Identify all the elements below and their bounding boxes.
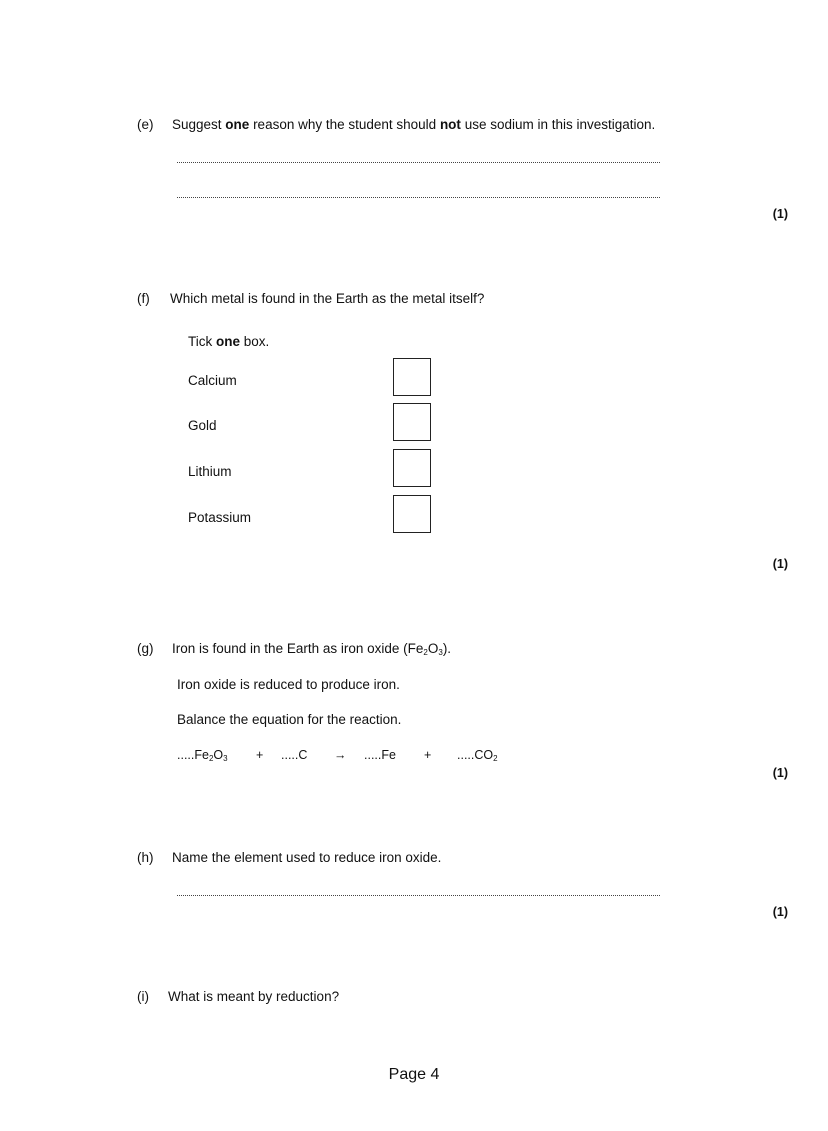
question-h-text: Name the element used to reduce iron oxide. <box>172 850 442 865</box>
question-label-f: (f) <box>137 291 150 306</box>
answer-line-e-2[interactable] <box>177 197 660 198</box>
option-gold: Gold <box>188 418 217 433</box>
equation-term-iron-oxide[interactable]: $.....Fe_2O_3$ <box>177 748 228 763</box>
tick-box-potassium[interactable] <box>393 495 431 533</box>
marks-h: (1) <box>772 905 788 919</box>
equation-term-iron[interactable]: .....Fe <box>364 748 396 762</box>
question-e-text: Suggest one reason why the student should not use sodium in this investigation. <box>172 117 656 132</box>
equation-term-carbon-dioxide[interactable]: $.....CO_2$ <box>457 748 498 763</box>
marks-g: (1) <box>772 766 788 780</box>
answer-line-h[interactable] <box>177 895 660 896</box>
marks-e: (1) <box>772 207 788 221</box>
question-label-i: (i) <box>137 989 149 1004</box>
question-label-e: (e) <box>137 117 154 132</box>
tick-box-lithium[interactable] <box>393 449 431 487</box>
question-label-g: (g) <box>137 641 154 656</box>
question-g-line2: Iron oxide is reduced to produce iron. <box>177 677 400 692</box>
tick-box-gold[interactable] <box>393 403 431 441</box>
question-f-text: Which metal is found in the Earth as the metal itself? <box>170 291 485 306</box>
tick-instruction: Tick one box. <box>188 334 270 349</box>
answer-line-e-1[interactable] <box>177 162 660 163</box>
tick-box-calcium[interactable] <box>393 358 431 396</box>
equation-plus-2: + <box>424 748 432 762</box>
equation-plus-1: + <box>256 748 264 762</box>
equation-term-carbon[interactable]: .....C <box>281 748 308 762</box>
option-potassium: Potassium <box>188 510 252 525</box>
page-number: Page 4 <box>388 1066 440 1083</box>
marks-f: (1) <box>772 557 788 571</box>
question-label-h: (h) <box>137 850 154 865</box>
question-i-text: What is meant by reduction? <box>168 989 340 1004</box>
question-g-line1: Iron is found in the Earth as iron oxide $(Fe_2O_3)$. <box>172 641 452 657</box>
option-calcium: Calcium <box>188 373 237 388</box>
question-g-line3: Balance the equation for the reaction. <box>177 712 402 727</box>
equation-arrow: → <box>334 748 347 762</box>
option-lithium: Lithium <box>188 464 232 479</box>
